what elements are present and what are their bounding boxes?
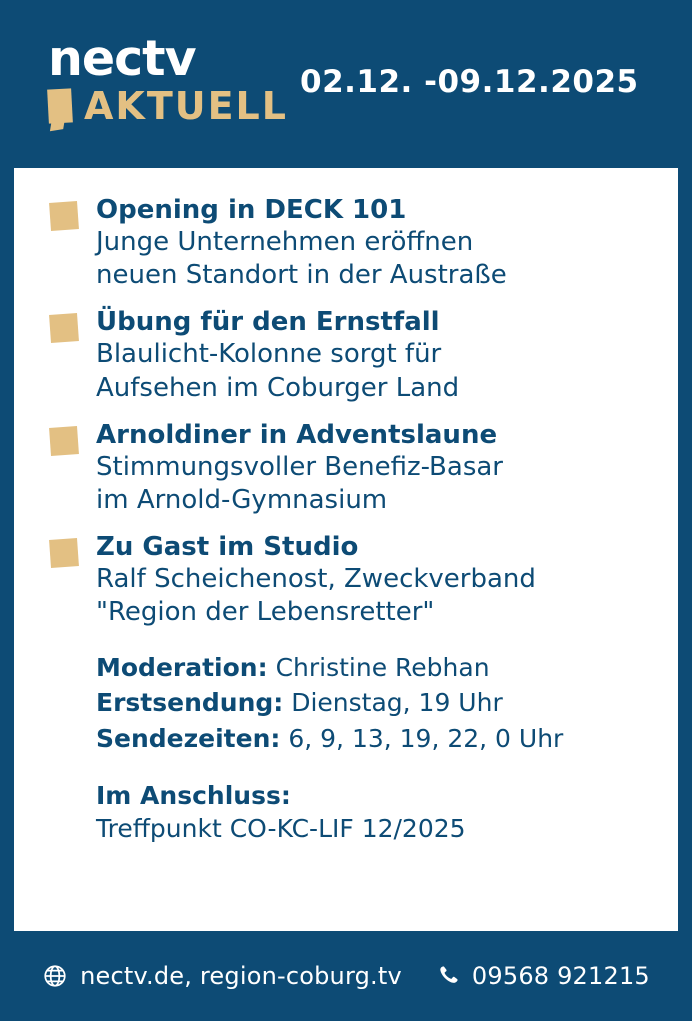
meta-value: 6, 9, 13, 19, 22, 0 Uhr <box>288 723 564 753</box>
news-item <box>50 308 648 404</box>
meta-row-erstsendung <box>96 685 648 721</box>
news-item-title: Übung für den Ernstfall <box>96 307 440 338</box>
news-item-text <box>96 308 648 404</box>
news-item-line: Blaulicht-Kolonne sorgt für <box>96 339 442 370</box>
content-card <box>14 168 678 931</box>
globe-icon <box>42 963 68 989</box>
news-item-line: "Region der Lebensretter" <box>96 597 435 628</box>
meta-value: Dienstag, 19 Uhr <box>291 688 503 718</box>
news-item-text <box>96 196 648 292</box>
news-item-line: Stimmungsvoller Benefiz-Basar <box>96 451 503 482</box>
folded-square-icon <box>47 88 73 123</box>
nectv-logo <box>48 30 288 128</box>
news-item-line: im Arnold-Gymnasium <box>96 485 388 515</box>
meta-label: Sendezeiten: <box>96 723 281 753</box>
news-item-line: Aufsehen im Coburger Land <box>96 372 460 403</box>
im-anschluss-title: Im Anschluss: <box>96 781 291 811</box>
news-item-title: Zu Gast im Studio <box>96 532 359 563</box>
news-item-title: Arnoldiner in Adventslaune <box>96 419 498 450</box>
news-item-line: Ralf Scheichenost, Zweckverband <box>96 564 536 595</box>
poster-header <box>0 0 692 150</box>
im-anschluss-line: Treffpunkt CO-KC-LIF 12/2025 <box>96 813 466 843</box>
meta-label: Erstsendung: <box>96 688 284 718</box>
phone-icon <box>436 964 460 988</box>
phone-text[interactable]: 09568 921215 <box>471 962 650 990</box>
folded-square-icon <box>49 426 79 456</box>
folded-square-icon <box>49 538 79 568</box>
meta-row-sendezeiten <box>96 721 648 757</box>
logo-aktuell-label: AKTUELL <box>83 84 288 128</box>
footer-contact <box>42 962 650 990</box>
news-item-text <box>96 533 648 629</box>
meta-value: Christine Rebhan <box>275 652 490 682</box>
folded-square-icon <box>49 201 79 231</box>
im-anschluss-block <box>96 780 648 845</box>
news-item-line: neuen Standort in der Austraße <box>96 260 507 291</box>
date-range: 02.12. -09.12.2025 <box>300 64 639 100</box>
news-item <box>50 533 648 629</box>
poster-footer <box>0 931 692 1021</box>
website-text[interactable]: nectv.de, region-coburg.tv <box>80 962 402 990</box>
news-item-title: Opening in DECK 101 <box>96 195 407 225</box>
meta-row-moderation <box>96 650 648 686</box>
news-item-text <box>96 421 648 517</box>
broadcast-meta <box>96 650 648 757</box>
folded-square-icon <box>49 313 79 343</box>
news-item-line: Junge Unternehmen eröffnen <box>96 226 474 257</box>
logo-wordmark: nectv <box>48 30 196 87</box>
news-item <box>50 196 648 292</box>
logo-sub-row <box>48 84 288 128</box>
meta-label: Moderation: <box>96 652 268 682</box>
news-item <box>50 421 648 517</box>
